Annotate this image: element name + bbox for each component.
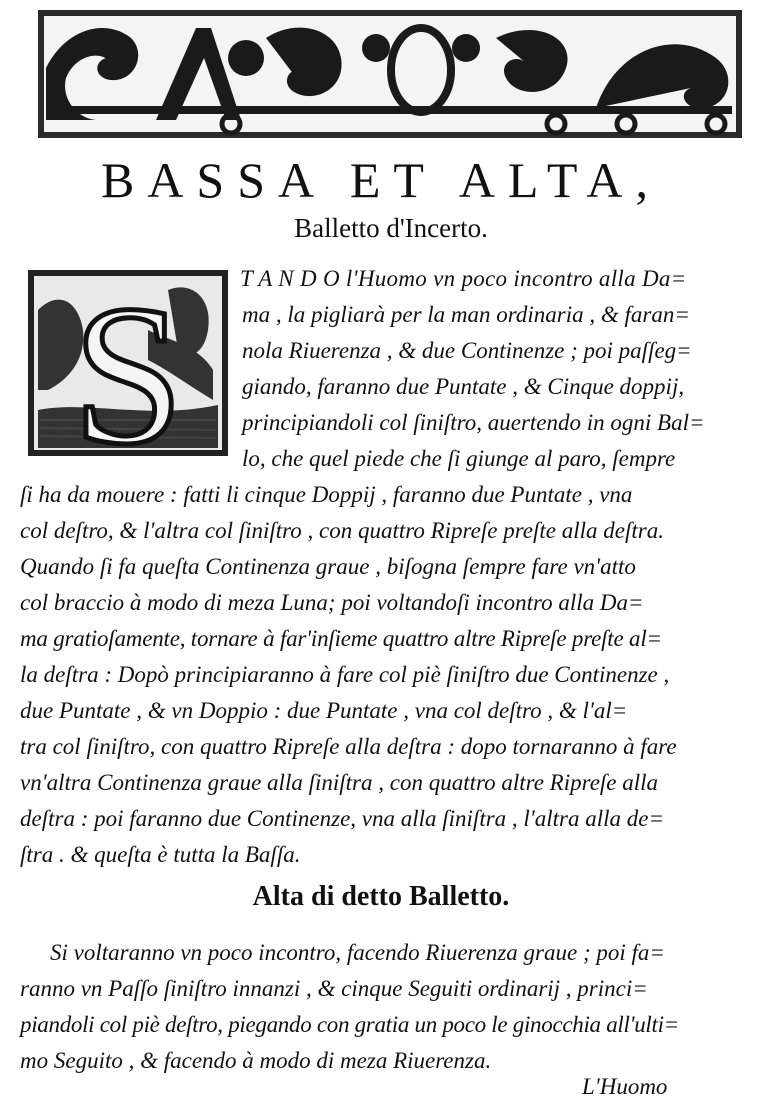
bassa-line: ma gratioſamente, tornare à far'inſieme quattro altre Ripreſe preſte al= [20,626,662,651]
bassa-line: nola Riuerenza , & due Continenze ; poi paſſeg= [242,338,692,363]
bassa-line: principiandoli col ſiniſtro, auertendo in ogni Bal= [242,410,705,435]
bassa-line: Quando ſi fa queſta Continenza graue , biſogna ſempre fare vn'atto [20,554,636,579]
dropcap-initial [28,270,228,456]
alta-line: piandoli col piè deſtro, piegando con gratia un poco le ginocchia all'ulti= [20,1012,679,1037]
section-title-alta: Alta di detto Balletto. [252,881,510,912]
bassa-line: vn'altra Continenza graue alla ſiniſtra , con quattro altre Ripreſe alla [20,770,659,795]
bassa-line: lo, che quel piede che ſi giunge al paro, ſempre [242,446,676,471]
catchword: L'Huomo [582,1074,668,1099]
bassa-line: ſtra . & queſta è tutta la Baſſa. [20,842,301,867]
bassa-line: tra col ſiniſtro, con quattro Ripreſe alla deſtra : dopo tornaranno à fare [20,734,677,759]
ornamental-headpiece [36,8,744,140]
page-subtitle: Balletto d'Incerto. [294,213,488,243]
alta-line: ranno vn Paſſo ſiniſtro innanzi , & cinque Seguiti ordinarij , princi= [20,976,648,1001]
page-title: BASSA ET ALTA, [100,152,662,208]
bassa-line: T A N D O l'Huomo vn poco incontro alla Da= [240,266,687,291]
bassa-line: col braccio à modo di meza Luna; poi voltandoſi incontro alla Da= [20,590,644,615]
bassa-line: giando, faranno due Puntate , & Cinque doppij, [242,374,685,399]
svg-text:S: S [72,270,184,456]
bassa-line: ſi ha da mouere : fatti li cinque Doppij , faranno due Puntate , vna [20,482,633,507]
bassa-line: la deſtra : Dopò principiaranno à fare col piè ſiniſtro due Continenze , [20,662,670,687]
bassa-line: ma , la pigliarà per la man ordinaria , & faran= [242,302,690,327]
bassa-line: due Puntate , & vn Doppio : due Puntate , vna col deſtro , & l'al= [20,698,628,723]
bassa-line: col deſtro, & l'altra col ſiniſtro , con quattro Ripreſe preſte alla deſtra. [20,518,664,543]
alta-line: mo Seguito , & facendo à modo di meza Riuerenza. [20,1048,492,1073]
alta-line: Si voltaranno vn poco incontro, facendo Riuerenza graue ; poi fa= [50,940,665,965]
bassa-line: deſtra : poi faranno due Continenze, vna alla ſiniſtra , l'altra alla de= [20,806,664,831]
